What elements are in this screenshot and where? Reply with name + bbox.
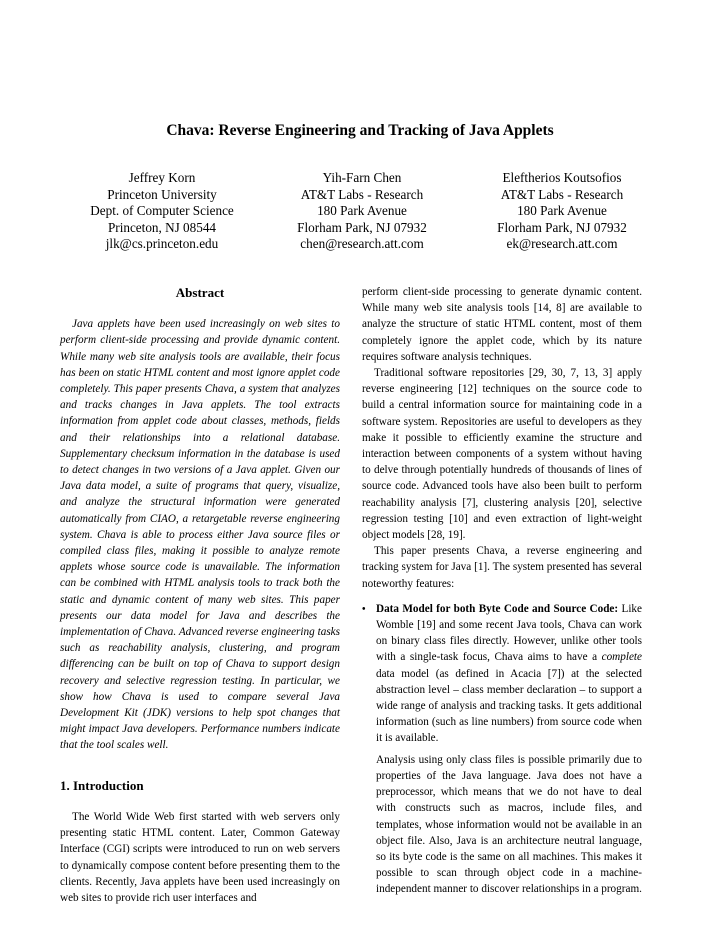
bullet-emphasis: complete — [601, 651, 642, 664]
author-org: Princeton University — [107, 186, 217, 202]
author-3 — [462, 170, 662, 253]
author-email: ek@research.att.com — [506, 236, 618, 251]
author-org: AT&T Labs - Research — [300, 186, 424, 202]
bullet-title: Data Model for both Byte Code and Source Code: — [376, 602, 619, 615]
author-name: Yih-Farn Chen — [322, 170, 402, 185]
author-address: Florham Park, NJ 07932 — [497, 219, 627, 235]
abstract-text: Java applets have been used increasingly on web sites to perform client-side processing and provide dynamic content. While many web site analysis tools are available, their focus has been on static HTML content and most ignore applet code completely. This paper presents Chava, a system that analyzes and tracks changes in Java applets. The tool extracts information from applet code about classes, methods, fields and their relationships into a relational database. Supplementary checksum information in the database is used to detect changes in two versions of a Java applet. Given our Java data model, a suite of programs that query, visualize, and analyze the structural information were generated automatically from CIAO, a retargetable reverse engineering system. Chava is able to process either Java source files or compiled class files, making it possible to analyze remote applets whose source code is unavailable. The information can be combined with HTML analysis tools to track both the static and dynamic content of many web sites. This paper presents our data model for Java and describes the implementation of Chava. Advanced reverse engineering tasks such as reachability analysis, clustering, and program differencing can be built on top of Chava to support design recovery and selective regression testing. In particular, we show how Chava is used to compare several Java Development Kit (JDK) versions to help spot changes that might impact Java developers. Performance numbers indicate that the tool scales well. — [60, 318, 340, 752]
right-column — [362, 284, 642, 898]
feature-bullet — [362, 601, 642, 747]
author-org: AT&T Labs - Research — [500, 186, 624, 202]
author-dept: 180 Park Avenue — [317, 203, 407, 218]
paragraph-repositories: Traditional software repositories [29, 30, 7, 13, 3] apply reverse engineering [12] techniques on the source code to build a central information source for maintaining code in a software system. Repositories are useful to developers as they make it possible to efficiently examine the structure and interaction between components of a system without having to delve through potentially hundreds of thousands of lines of source code. Advanced tools have also been built to perform reachability analysis [7], clustering analysis [20], selective regression testing [10] and even extraction of light-weight object models [28, 19]. — [362, 367, 642, 542]
abstract-heading: Abstract — [175, 285, 225, 300]
intro-paragraph: The World Wide Web first started with web servers only presenting static HTML content. Later, Common Gateway Interface (CGI) scripts were introduced to run on web servers to dynamically compose content before presenting them to the clients. Recently, Java applets have been used increasingly on web sites to provide rich user interfaces and — [60, 810, 340, 904]
paragraph-continued: perform client-side processing to generate dynamic content. While many web site analysis tools [14, 8] are available to analyze the structure of static HTML content, most of them completely ignore the applet code, which by its nature requires software analysis techniques. — [362, 286, 642, 363]
paragraph-class-files: Analysis using only class files is possible primarily due to properties of the Java language. Java does not have a preprocessor, which means that we do not have to deal with constructs such as macros, include files, and templates, whose information would not be available in an object file. Also, Java is an architecture neutral language, so its byte code is the same on all machines. This makes it possible to scan through object code in a machine-independent manner to discover relationships in a program. — [376, 753, 642, 896]
introduction-heading: 1. Introduction — [60, 777, 144, 793]
author-1 — [62, 170, 262, 253]
bullet-text-a: Like Womble [19] and some recent Java tools, Chava can work on binary class files directly. However, unlike other tools with a single-task focus, Chava aims to have a — [376, 602, 642, 664]
left-column — [60, 284, 340, 906]
paragraph-chava: This paper presents Chava, a reverse engineering and tracking system for Java [1]. The system presented has several noteworthy features: — [362, 545, 642, 590]
author-block — [62, 170, 662, 253]
author-email: jlk@cs.princeton.edu — [105, 236, 219, 251]
paper-title: Chava: Reverse Engineering and Tracking of Java Applets — [166, 122, 554, 139]
bullet-icon: • — [362, 603, 366, 615]
author-name: Jeffrey Korn — [128, 170, 196, 185]
bullet-text-b: data model (as defined in Acacia [7]) at the selected abstraction level – class member declaration – to support a wide range of analysis and tracking tasks. It gets additional information (such as line numbers) from source code when it is available. — [376, 667, 642, 745]
author-dept: 180 Park Avenue — [517, 203, 607, 218]
author-address: Princeton, NJ 08544 — [107, 219, 217, 235]
bullet-text — [376, 601, 642, 747]
author-dept: Dept. of Computer Science — [90, 203, 234, 218]
author-name: Eleftherios Koutsofios — [502, 170, 622, 185]
author-address: Florham Park, NJ 07932 — [297, 219, 427, 235]
author-2 — [262, 170, 462, 253]
author-email: chen@research.att.com — [300, 236, 424, 251]
